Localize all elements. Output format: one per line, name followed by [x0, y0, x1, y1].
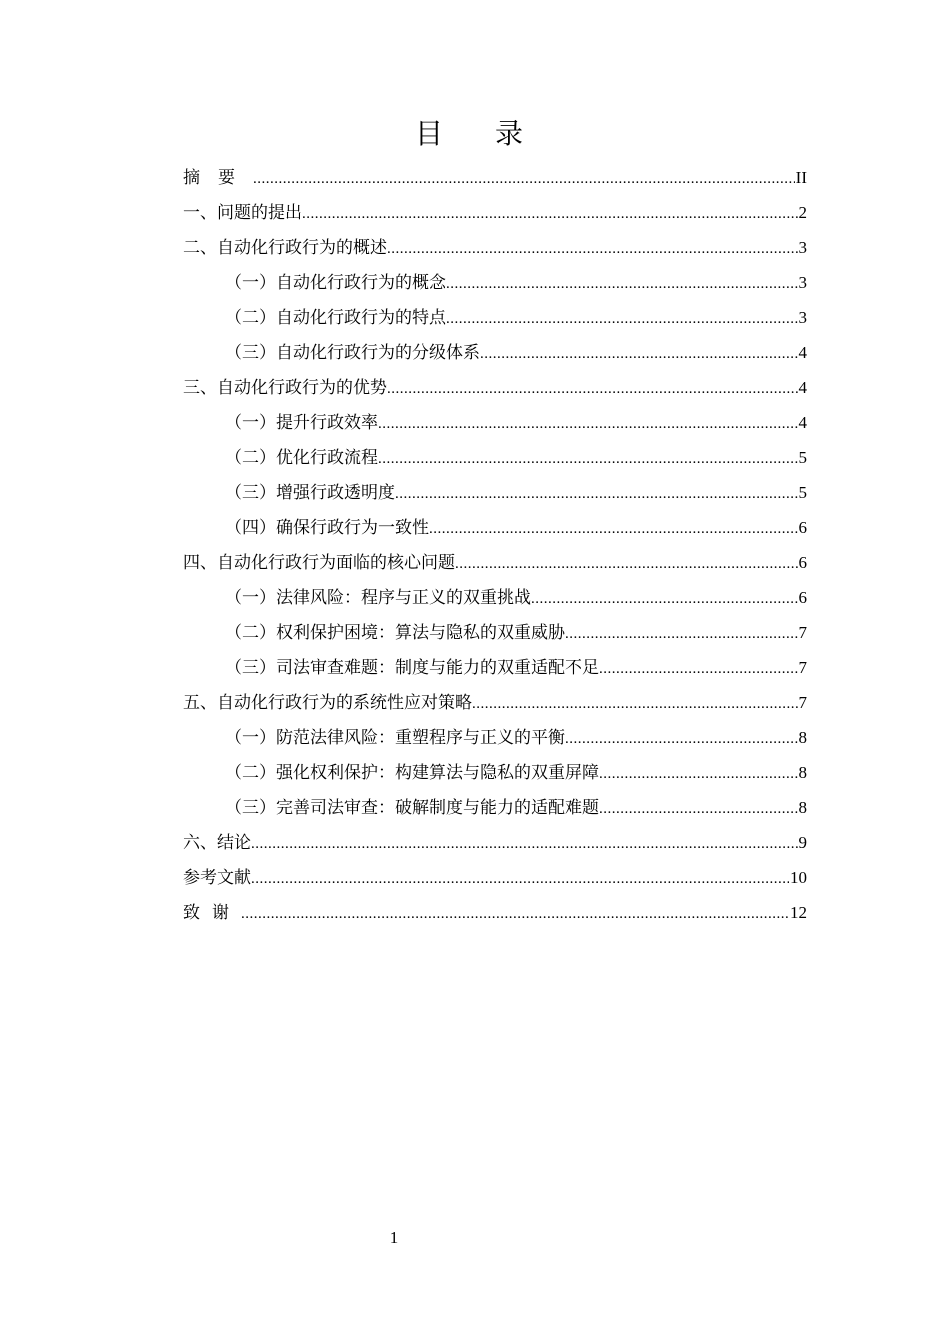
- toc-dot-leader: [472, 687, 798, 722]
- toc-entry-section-3-1[interactable]: [183, 405, 807, 440]
- toc-dot-leader: [387, 372, 798, 407]
- toc-entry-abstract[interactable]: [183, 160, 807, 195]
- toc-entry-label: （三）完善司法审查：破解制度与能力的适配难题: [225, 798, 599, 818]
- toc-dot-leader: [565, 617, 798, 652]
- toc-dot-leader: [565, 722, 798, 757]
- toc-title: 目录: [414, 117, 575, 150]
- toc-dot-leader: [378, 442, 798, 477]
- toc-entry-label: 五、自动化行政行为的系统性应对策略: [183, 693, 472, 713]
- toc-entry-label: （一）自动化行政行为的概念: [225, 273, 446, 293]
- toc-entry-page: 5: [798, 483, 807, 502]
- table-of-contents: [183, 160, 807, 930]
- toc-dot-leader: [395, 477, 798, 512]
- toc-entry-section-3[interactable]: [183, 370, 807, 405]
- toc-entry-page: 5: [798, 448, 807, 467]
- toc-entry-label: （二）优化行政流程: [225, 448, 378, 468]
- toc-entry-section-3-2[interactable]: [183, 440, 807, 475]
- toc-entry-references[interactable]: [183, 860, 807, 895]
- toc-dot-leader: [455, 547, 798, 582]
- toc-entry-section-5-1[interactable]: [183, 720, 807, 755]
- toc-entry-section-5-2[interactable]: [183, 755, 807, 790]
- toc-entry-page: 3: [798, 308, 807, 327]
- toc-entry-section-1[interactable]: [183, 195, 807, 230]
- toc-entry-label: （四）确保行政行为一致性: [225, 518, 429, 538]
- toc-dot-leader: [251, 827, 798, 862]
- toc-entry-page: 7: [798, 623, 807, 642]
- toc-dot-leader: [429, 512, 798, 547]
- toc-entry-page: 2: [798, 203, 807, 222]
- toc-entry-page: 3: [798, 273, 807, 292]
- toc-dot-leader: [378, 407, 798, 442]
- toc-dot-leader: [241, 897, 789, 932]
- toc-dot-leader: [251, 862, 789, 897]
- toc-entry-section-2-1[interactable]: [183, 265, 807, 300]
- toc-entry-section-3-3[interactable]: [183, 475, 807, 510]
- toc-entry-section-5[interactable]: [183, 685, 807, 720]
- toc-entry-section-5-3[interactable]: [183, 790, 807, 825]
- toc-dot-leader: [446, 267, 798, 302]
- toc-entry-page: 4: [798, 343, 807, 362]
- toc-entry-section-2-3[interactable]: [183, 335, 807, 370]
- toc-dot-leader: [302, 197, 798, 232]
- toc-dot-leader: [387, 232, 798, 267]
- toc-dot-leader: [531, 582, 798, 617]
- toc-entry-label: （二）权利保护困境：算法与隐私的双重威胁: [225, 623, 565, 643]
- toc-entry-label: 致谢: [183, 903, 241, 923]
- toc-entry-label: （三）增强行政透明度: [225, 483, 395, 503]
- toc-entry-page: 8: [798, 798, 807, 817]
- toc-entry-page: 3: [798, 238, 807, 257]
- toc-entry-label: 四、自动化行政行为面临的核心问题: [183, 553, 455, 573]
- toc-dot-leader: [253, 162, 795, 197]
- toc-entry-label: （二）强化权利保护：构建算法与隐私的双重屏障: [225, 763, 599, 783]
- toc-entry-page: 6: [798, 518, 807, 537]
- toc-entry-page: 7: [798, 693, 807, 712]
- toc-entry-page: 6: [798, 588, 807, 607]
- toc-entry-label: （一）防范法律风险：重塑程序与正义的平衡: [225, 728, 565, 748]
- toc-entry-section-4-1[interactable]: [183, 580, 807, 615]
- toc-entry-page: 12: [790, 903, 807, 922]
- toc-dot-leader: [599, 792, 798, 827]
- toc-entry-section-4-3[interactable]: [183, 650, 807, 685]
- toc-entry-label: 参考文献: [183, 868, 251, 888]
- toc-entry-page: 8: [798, 728, 807, 747]
- toc-entry-section-2[interactable]: [183, 230, 807, 265]
- toc-entry-page: 9: [798, 833, 807, 852]
- toc-entry-label: 二、自动化行政行为的概述: [183, 238, 387, 258]
- toc-entry-label: 摘要: [183, 168, 253, 188]
- toc-entry-section-3-4[interactable]: [183, 510, 807, 545]
- toc-dot-leader: [599, 652, 798, 687]
- toc-entry-page: II: [795, 168, 807, 187]
- toc-dot-leader: [446, 302, 798, 337]
- toc-entry-label: （三）自动化行政行为的分级体系: [225, 343, 480, 363]
- toc-entry-page: 6: [798, 553, 807, 572]
- toc-entry-section-4[interactable]: [183, 545, 807, 580]
- toc-entry-label: （一）提升行政效率: [225, 413, 378, 433]
- toc-entry-label: （三）司法审查难题：制度与能力的双重适配不足: [225, 658, 599, 678]
- toc-entry-section-2-2[interactable]: [183, 300, 807, 335]
- toc-dot-leader: [480, 337, 798, 372]
- toc-entry-section-4-2[interactable]: [183, 615, 807, 650]
- toc-entry-page: 8: [798, 763, 807, 782]
- toc-entry-label: （二）自动化行政行为的特点: [225, 308, 446, 328]
- toc-entry-label: 六、结论: [183, 833, 251, 853]
- toc-entry-page: 4: [798, 413, 807, 432]
- toc-entry-label: （一）法律风险：程序与正义的双重挑战: [225, 588, 531, 608]
- toc-entry-section-6[interactable]: [183, 825, 807, 860]
- toc-entry-label: 一、问题的提出: [183, 203, 302, 223]
- toc-entry-page: 7: [798, 658, 807, 677]
- toc-entry-acknowledgements[interactable]: [183, 895, 807, 930]
- toc-entry-label: 三、自动化行政行为的优势: [183, 378, 387, 398]
- page-number: 1: [389, 1228, 399, 1247]
- toc-entry-page: 4: [798, 378, 807, 397]
- toc-entry-page: 10: [790, 868, 807, 887]
- toc-dot-leader: [599, 757, 798, 792]
